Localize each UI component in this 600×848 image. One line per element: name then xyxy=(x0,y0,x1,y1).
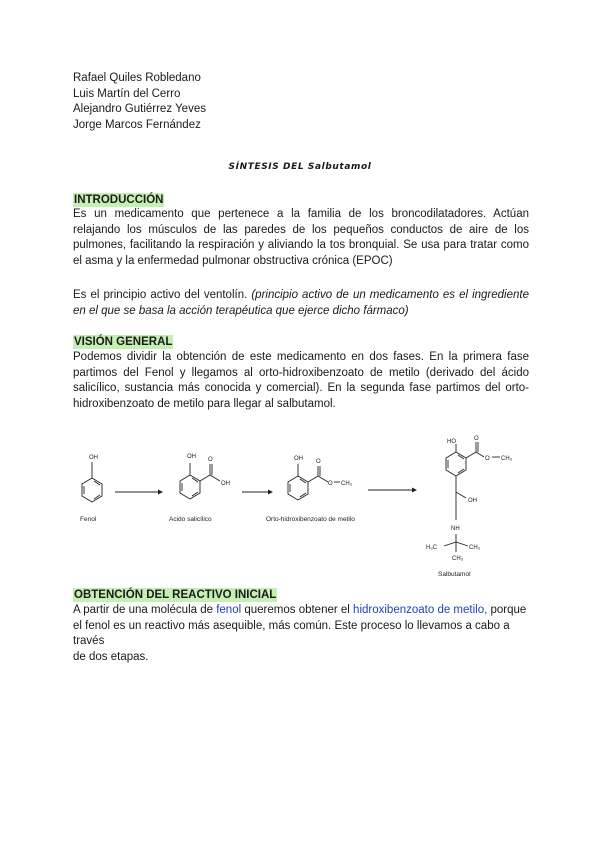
reaction-scheme xyxy=(60,430,550,580)
reagent-text-end: de dos etapas. xyxy=(73,650,149,663)
author-list xyxy=(73,71,206,133)
section-heading-obtencion: OBTENCIÓN DEL REACTIVO INICIAL xyxy=(74,589,277,601)
reagent-paragraph xyxy=(73,603,529,665)
salbutamol-structure xyxy=(444,442,500,552)
section-heading-vision-general: VISIÓN GENERAL xyxy=(74,336,173,348)
atom-label: O xyxy=(328,481,333,487)
atom-label: O xyxy=(474,436,479,442)
atom-label: NH xyxy=(451,526,460,532)
arrow-head-icon xyxy=(268,490,273,495)
atom-label: OH xyxy=(187,454,196,460)
fenol-link[interactable]: fenol xyxy=(216,604,242,616)
section-heading-introduccion: INTRODUCCIÓN xyxy=(74,194,164,206)
atom-label: CH₃ xyxy=(501,456,513,462)
salicylic-acid-structure xyxy=(180,463,220,499)
atom-label: O xyxy=(208,457,213,463)
molecule-label-acido-salicilico: Acido salicílico xyxy=(169,516,212,523)
atom-label: CH₃ xyxy=(469,545,481,551)
document-title: SÍNTESIS DEL Salbutamol xyxy=(228,162,372,172)
atom-label: OH xyxy=(294,456,303,462)
atom-label: O xyxy=(316,459,321,465)
author-name: Rafael Quiles Robledano xyxy=(73,72,201,84)
intro-paragraph: Es un medicamento que pertenece a la familia de los broncodilatadores. Actúan relajando los músculos de las paredes de los pequeños conductos de aire de los pulmones, facilitando la respiración y aliviando la tos bronquial. Se usa para tratar como el asma y la enfermedad pulmonar obstructiva crónica (EPOC) xyxy=(73,208,529,267)
atom-label: O xyxy=(485,456,490,462)
atom-label: OH xyxy=(468,498,477,504)
molecule-label-salbutamol: Salbutamol xyxy=(438,571,471,578)
intro-paragraph-2-text: Es el principio activo del ventolín. xyxy=(73,289,248,301)
intro-paragraph-2 xyxy=(73,288,529,319)
molecule-label-fenol: Fenol xyxy=(80,516,97,523)
reagent-text: porque el fenol es un reactivo más asequible, más común. Este proceso lo llevamos a cabo a través xyxy=(73,604,527,648)
hidroxibenzoato-link[interactable]: hidroxibenzoato de metilo, xyxy=(353,604,488,616)
author-name: Jorge Marcos Fernández xyxy=(73,118,201,131)
fenol-structure xyxy=(82,462,102,502)
atom-label: CH₃ xyxy=(452,556,464,562)
molecule-label-orto-hidroxibenzoato: Orto-hidroxibenzoato de metilo xyxy=(266,516,355,523)
intro-paragraph-2-italic: (principio activo de un medicamento es el ingrediente en el que se basa la acción terapéutica que ejerce dicho fármaco) xyxy=(73,289,529,317)
author-name: Alejandro Gutiérrez Yeves xyxy=(73,103,206,116)
atom-label: H₃C xyxy=(426,545,438,551)
arrow-head-icon xyxy=(158,490,163,495)
reagent-text: A partir de una molécula de xyxy=(73,604,214,616)
arrow-head-icon xyxy=(412,488,417,493)
atom-label: CH₃ xyxy=(341,481,353,487)
overview-paragraph: Podemos dividir la obtención de este medicamento en dos fases. En la primera fase partimos del Fenol y llegamos al orto-hidroxibenzoato de metilo (derivado del ácido salicílico, sustancia más conocida y comercial). En la segunda fase partimos del orto-hidroxibenzoato de metilo para llegar al salbutamol. xyxy=(73,351,529,410)
reagent-text: queremos obtener el xyxy=(244,604,350,616)
atom-label: OH xyxy=(89,455,98,461)
author-name: Luis Martín del Cerro xyxy=(73,87,181,100)
atom-label: OH xyxy=(221,481,230,487)
atom-label: HO xyxy=(447,439,456,445)
